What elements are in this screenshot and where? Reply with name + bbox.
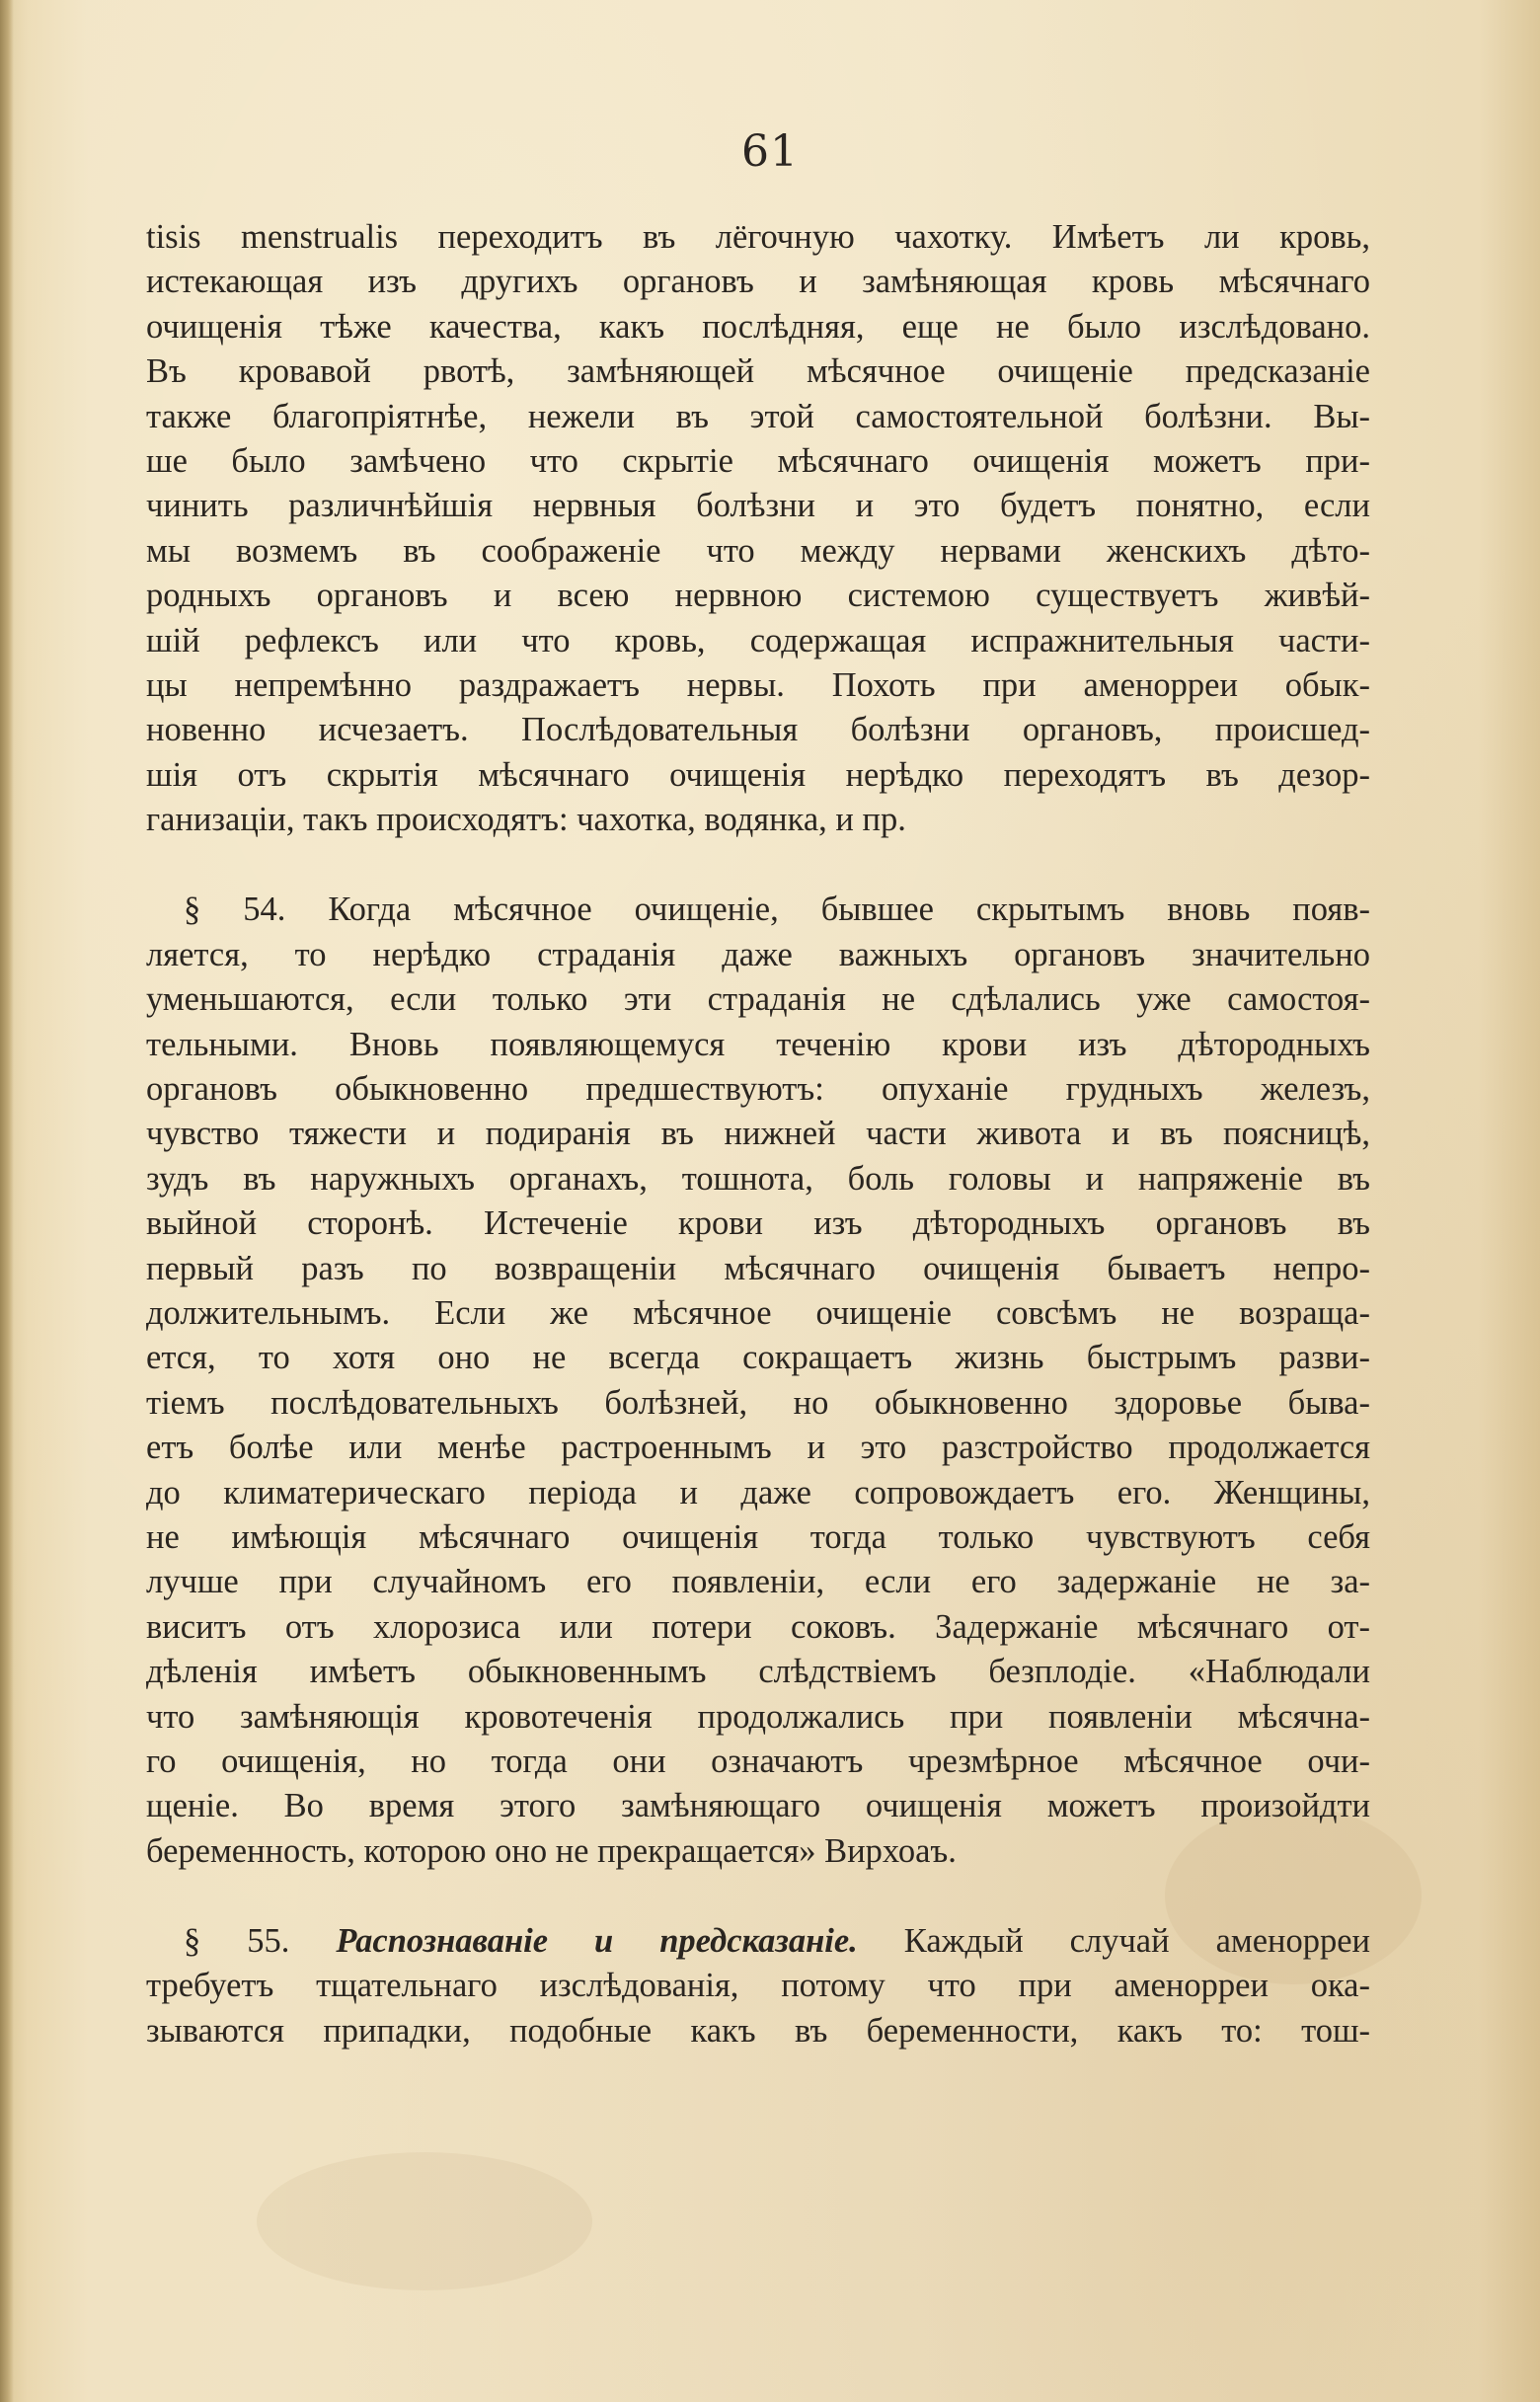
text-line: дѣленія имѣетъ обыкновеннымъ слѣдствіемъ безплодіе. «Наблюдали	[146, 1653, 1370, 1691]
text-line: ляется, то нерѣдко страданія даже важныхъ органовъ значительно	[146, 935, 1370, 973]
paragraph-section-55	[146, 1919, 1370, 2053]
text-line-rest: Когда мѣсячное очищеніе, бывшее скрытымъ вновь появ-	[328, 891, 1371, 929]
section-title: Распознаваніе и предсказаніе.	[336, 1922, 858, 1961]
page-spine-shadow	[0, 0, 14, 2402]
text-line: тіемъ послѣдовательныхъ болѣзней, но обыкновенно здоровье быва-	[146, 1383, 1370, 1422]
text-line: чинить различнѣйшія нервныя болѣзни и это будетъ понятно, если	[146, 487, 1370, 525]
text-line: должительнымъ. Если же мѣсячное очищеніе совсѣмъ не возраща-	[146, 1293, 1370, 1332]
text-line: ется, то хотя оно не всегда сокращаетъ жизнь быстрымъ разви-	[146, 1339, 1370, 1377]
text-line: требуетъ тщательнаго изслѣдованія, потому что при аменорреи ока-	[146, 1967, 1370, 2005]
text-line: что замѣняющія кровотеченія продолжались при появленіи мѣсячна-	[146, 1697, 1370, 1736]
text-line-rest: Каждый случай аменорреи	[903, 1922, 1371, 1961]
paper-stain	[257, 2152, 592, 2290]
text-line: ганизаціи, такъ происходятъ: чахотка, водянка, и пр.	[146, 801, 906, 839]
text-line: цы непремѣнно раздражаетъ нервы. Похоть при аменорреи обык-	[146, 665, 1370, 704]
text-line: также благопріятнѣе, нежели въ этой самостоятельной болѣзни. Вы-	[146, 397, 1370, 435]
text-line: беременность, которою оно не прекращается» Вирхоаъ.	[146, 1831, 957, 1870]
text-line: уменьшаются, если только эти страданія не сдѣлались уже самостоя-	[146, 980, 1370, 1019]
text-line: Въ кровавой рвотѣ, замѣняющей мѣсячное очищеніе предсказаніе	[146, 352, 1370, 391]
text-line: ше было замѣчено что скрытіе мѣсячнаго очищенія можетъ при-	[146, 441, 1370, 480]
text-line	[146, 1919, 1370, 1964]
text-line: зудъ въ наружныхъ органахъ, тошнота, боль головы и напряженіе въ	[146, 1159, 1370, 1198]
text-line: выйной сторонѣ. Истеченіе крови изъ дѣтородныхъ органовъ въ	[146, 1204, 1370, 1243]
text-line: щеніе. Во время этого замѣняющаго очищенія можетъ произойдти	[146, 1787, 1370, 1825]
text-line: зываются припадки, подобные какъ въ беременности, какъ то: тош-	[146, 2011, 1370, 2050]
text-line: го очищенія, но тогда они означаютъ чрезмѣрное мѣсячное очи-	[146, 1742, 1370, 1780]
section-mark: § 55.	[184, 1922, 290, 1961]
paragraph-section-54	[146, 888, 1370, 1874]
text-line: новенно исчезаетъ. Послѣдовательныя болѣзни органовъ, происшед-	[146, 711, 1370, 749]
text-line: родныхъ органовъ и всею нервною системою существуетъ живѣй-	[146, 577, 1370, 615]
paragraph-gap	[146, 842, 1370, 888]
text-line: етъ болѣе или менѣе растроеннымъ и это разстройство продолжается	[146, 1429, 1370, 1467]
text-line	[146, 888, 1370, 932]
text-line: не имѣющія мѣсячнаго очищенія тогда только чувствуютъ себя	[146, 1517, 1370, 1556]
page-number: 61	[741, 126, 799, 177]
paragraph-gap	[146, 1874, 1370, 1919]
text-line: очищенія тѣже качества, какъ послѣдняя, еще не было изслѣдовано.	[146, 307, 1370, 346]
text-line: первый разъ по возвращеніи мѣсячнаго очищенія бываетъ непро-	[146, 1249, 1370, 1287]
text-line: до климатерическаго періода и даже сопровождаетъ его. Женщины,	[146, 1473, 1370, 1511]
text-line: истекающая изъ другихъ органовъ и замѣняющая кровь мѣсячнаго	[146, 263, 1370, 301]
text-line: тельными. Вновь появляющемуся теченію крови изъ дѣтородныхъ	[146, 1025, 1370, 1063]
paragraph-1	[146, 215, 1370, 842]
text-line: мы возмемъ въ соображеніе что между нервами женскихъ дѣто-	[146, 531, 1370, 570]
text-line: лучше при случайномъ его появленіи, если его задержаніе не за-	[146, 1563, 1370, 1601]
body-text	[146, 215, 1370, 2053]
text-line: органовъ обыкновенно предшествуютъ: опуханіе грудныхъ железъ,	[146, 1070, 1370, 1109]
text-line: шій рефлексъ или что кровь, содержащая испражнительныя части-	[146, 621, 1370, 659]
text-line: шія отъ скрытія мѣсячнаго очищенія нерѣдко переходятъ въ дезор-	[146, 755, 1370, 794]
text-line: виситъ отъ хлорозиса или потери соковъ. Задержаніе мѣсячнаго от-	[146, 1607, 1370, 1646]
section-mark: § 54.	[184, 891, 286, 929]
text-line: чувство тяжести и подиранія въ нижней части живота и въ поясницѣ,	[146, 1115, 1370, 1153]
text-line: tisis menstrualis переходитъ въ лёгочную чахотку. Имѣетъ ли кровь,	[146, 218, 1370, 256]
